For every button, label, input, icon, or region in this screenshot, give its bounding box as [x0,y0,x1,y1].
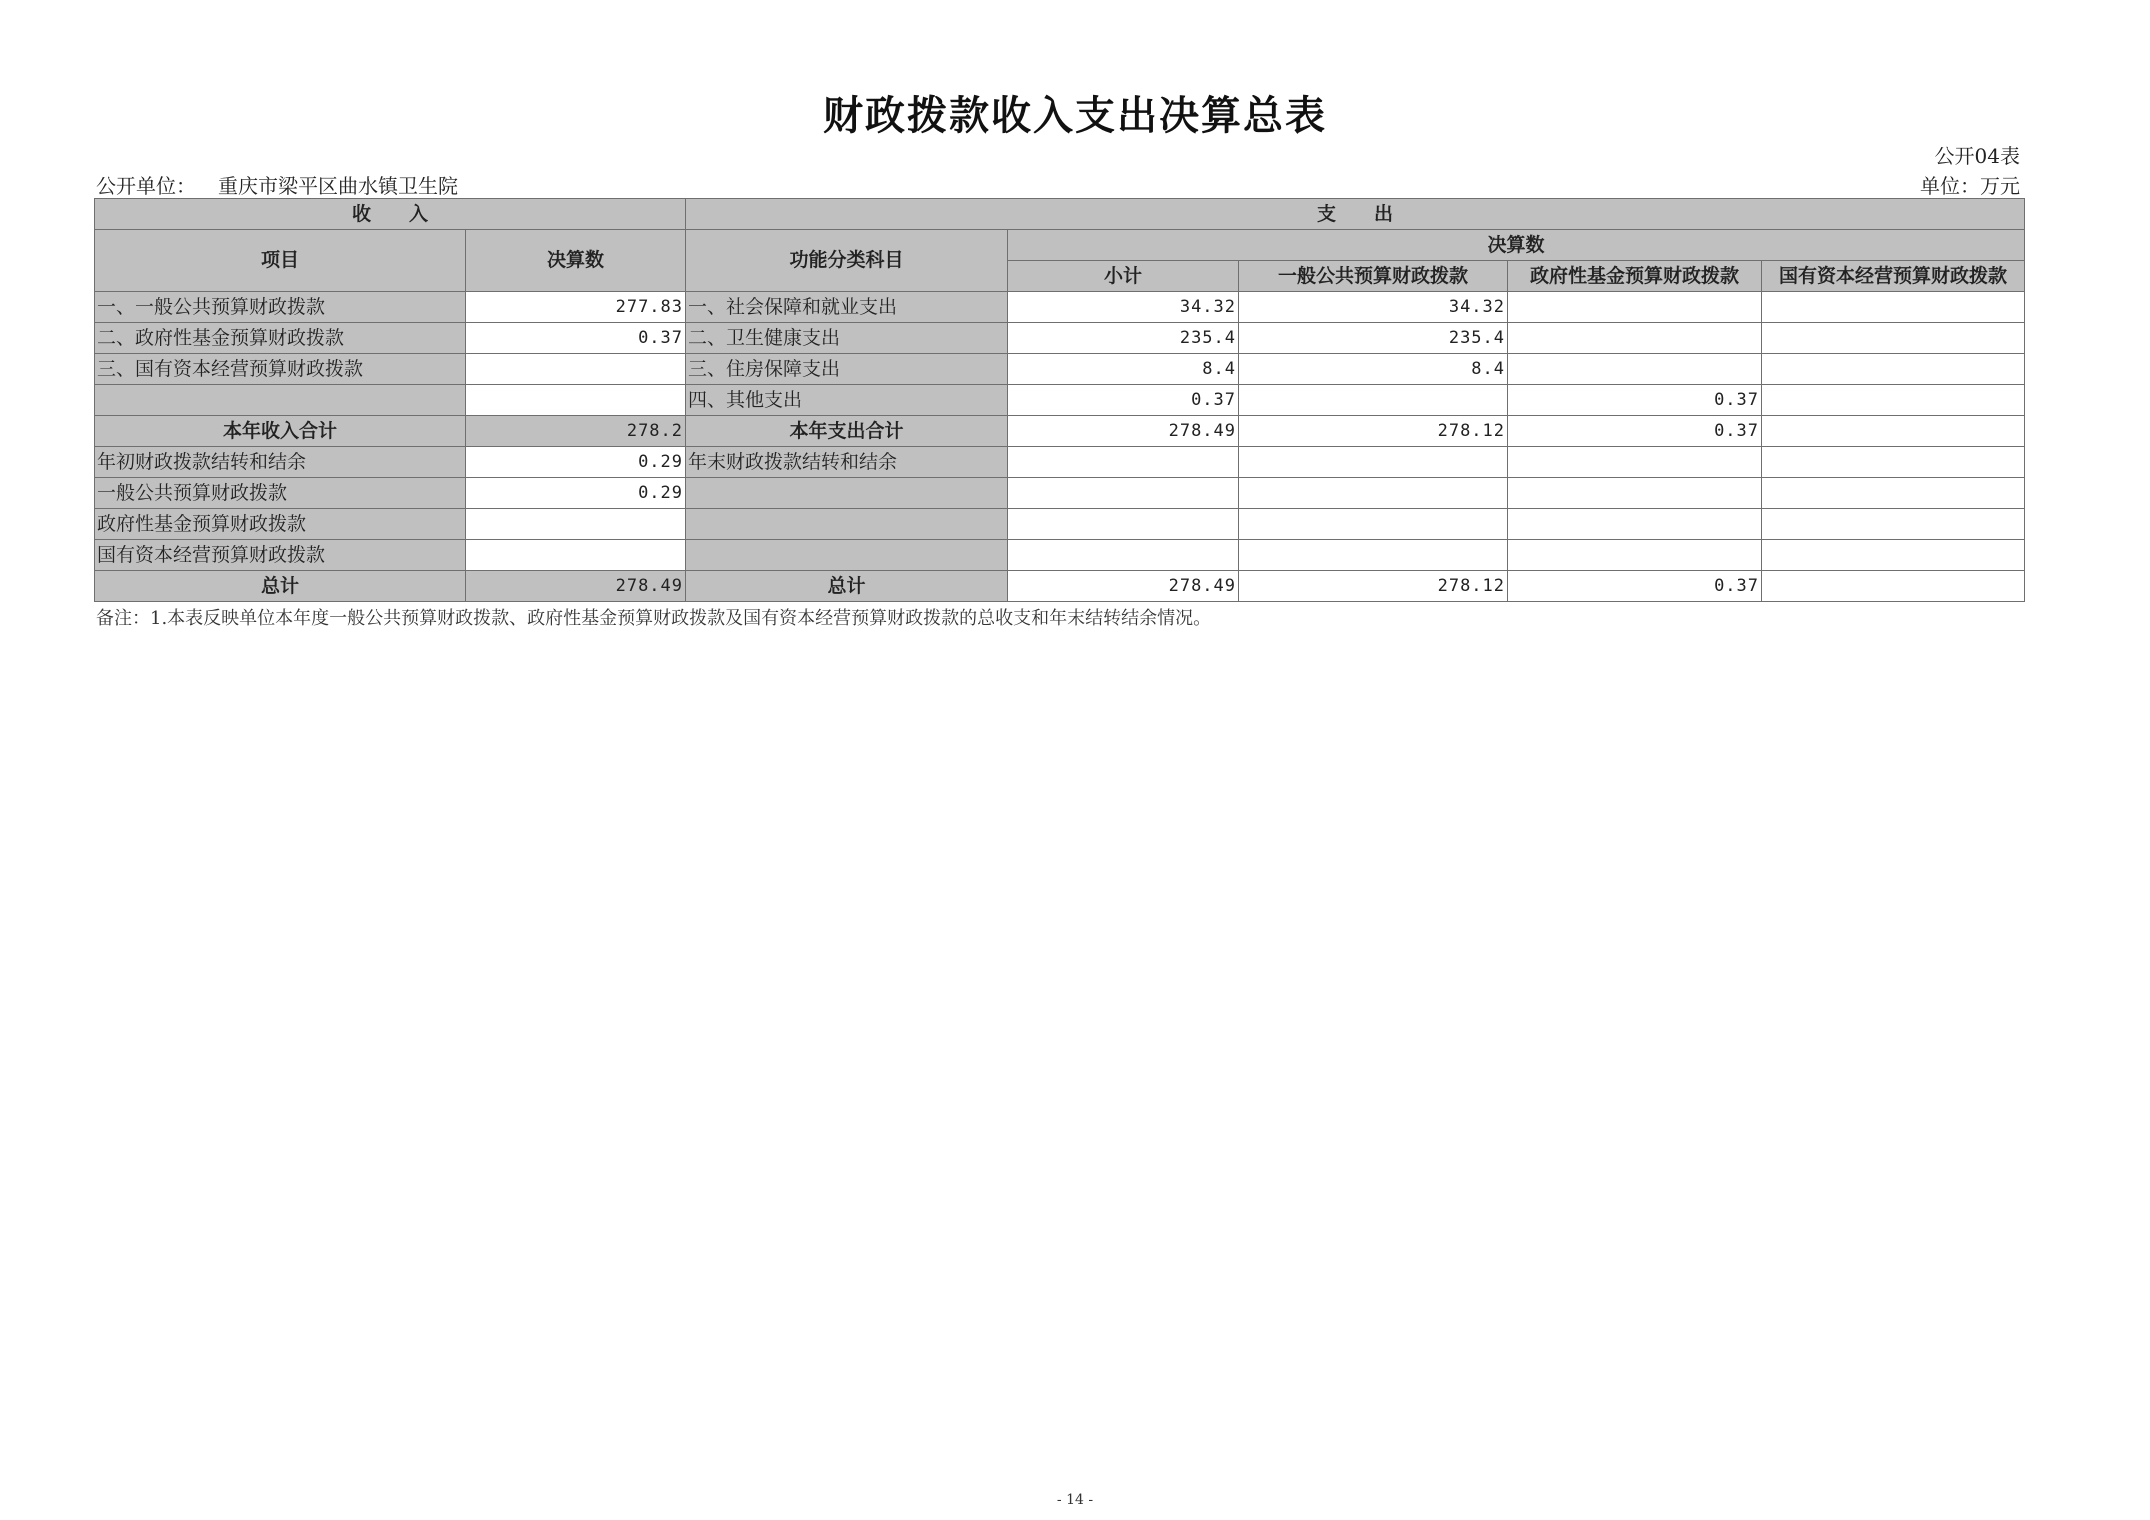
income-amount-cell: 0.29 [466,447,686,478]
income-amount-cell [466,354,686,385]
subtotal-cell [1008,509,1239,540]
footnote: 备注：1.本表反映单位本年度一般公共预算财政拨款、政府性基金预算财政拨款及国有资本经营预算财政拨款的总收支和年末结转结余情况。 [96,608,1212,629]
subtotal-cell [1008,447,1239,478]
income-amount-cell: 0.37 [466,323,686,354]
expense-item-cell [686,478,1008,509]
income-amount-cell: 0.29 [466,478,686,509]
income-item-cell: 总计 [95,571,466,602]
gov-fund-cell [1508,540,1762,571]
expense-item-cell: 年末财政拨款结转和结余 [686,447,1008,478]
income-amount-cell [466,385,686,416]
general-budget-cell [1239,447,1508,478]
form-number: 公开04表 [1934,144,2020,168]
income-amount-cell: 278.49 [466,571,686,602]
gov-fund-cell [1508,478,1762,509]
general-budget-cell: 235.4 [1239,323,1508,354]
function-class-header: 功能分类科目 [686,230,1008,292]
header-row-1 [95,199,2025,230]
subtotal-cell: 8.4 [1008,354,1239,385]
income-item-cell: 三、国有资本经营预算财政拨款 [95,354,466,385]
general-budget-cell [1239,540,1508,571]
gov-fund-cell: 0.37 [1508,416,1762,447]
income-item-cell [95,385,466,416]
table-row [95,509,2025,540]
subtotal-cell [1008,540,1239,571]
general-budget-cell [1239,385,1508,416]
income-item-cell: 二、政府性基金预算财政拨款 [95,323,466,354]
expense-item-cell: 本年支出合计 [686,416,1008,447]
table-row [95,447,2025,478]
table-row [95,323,2025,354]
subtotal-header: 小计 [1008,261,1239,292]
expense-item-cell: 四、其他支出 [686,385,1008,416]
state-capital-cell [1762,292,2025,323]
page-number: - 14 - [1056,1492,1094,1508]
reporting-unit-name: 重庆市梁平区曲水镇卫生院 [218,174,458,198]
subtotal-cell: 0.37 [1008,385,1239,416]
gov-fund-cell: 0.37 [1508,571,1762,602]
table-row [95,292,2025,323]
subtotal-cell: 278.49 [1008,571,1239,602]
state-capital-cell [1762,571,2025,602]
income-amount-cell [466,509,686,540]
gov-fund-cell [1508,447,1762,478]
general-budget-cell [1239,478,1508,509]
state-capital-cell [1762,478,2025,509]
state-capital-cell [1762,323,2025,354]
expense-item-cell [686,509,1008,540]
reporting-unit [96,170,458,199]
table-row [95,354,2025,385]
state-capital-cell [1762,509,2025,540]
income-item-cell: 年初财政拨款结转和结余 [95,447,466,478]
subtotal-cell: 235.4 [1008,323,1239,354]
general-budget-cell: 34.32 [1239,292,1508,323]
income-item-cell: 国有资本经营预算财政拨款 [95,540,466,571]
subtotal-cell [1008,478,1239,509]
income-item-cell: 政府性基金预算财政拨款 [95,509,466,540]
table-row [95,478,2025,509]
income-amount-header: 决算数 [466,230,686,292]
general-budget-cell: 278.12 [1239,571,1508,602]
expense-item-cell: 三、住房保障支出 [686,354,1008,385]
income-item-cell: 一般公共预算财政拨款 [95,478,466,509]
income-amount-cell [466,540,686,571]
expense-item-cell [686,540,1008,571]
gov-fund-cell [1508,509,1762,540]
income-item-cell: 一、一般公共预算财政拨款 [95,292,466,323]
table-row [95,385,2025,416]
appropriation-summary-table [94,198,2025,602]
income-amount-cell: 277.83 [466,292,686,323]
state-capital-cell [1762,540,2025,571]
general-budget-header: 一般公共预算财政拨款 [1239,261,1508,292]
general-budget-cell: 278.12 [1239,416,1508,447]
income-item-header: 项目 [95,230,466,292]
state-capital-cell [1762,447,2025,478]
table-row [95,540,2025,571]
general-budget-cell: 8.4 [1239,354,1508,385]
gov-fund-cell [1508,292,1762,323]
expense-item-cell: 一、社会保障和就业支出 [686,292,1008,323]
state-capital-header: 国有资本经营预算财政拨款 [1762,261,2025,292]
header-row-2 [95,230,2025,261]
table-row [95,416,2025,447]
currency-unit: 单位：万元 [1920,174,2020,198]
state-capital-cell [1762,385,2025,416]
expense-item-cell: 总计 [686,571,1008,602]
subtotal-cell: 34.32 [1008,292,1239,323]
table-row [95,571,2025,602]
income-amount-cell: 278.2 [466,416,686,447]
final-amount-header: 决算数 [1008,230,2025,261]
page-title: 财政拨款收入支出决算总表 [823,92,1327,139]
gov-fund-cell [1508,323,1762,354]
income-section-header: 收 入 [95,199,686,230]
state-capital-cell [1762,416,2025,447]
gov-fund-cell [1508,354,1762,385]
expense-section-header: 支 出 [686,199,2025,230]
subtotal-cell: 278.49 [1008,416,1239,447]
general-budget-cell [1239,509,1508,540]
reporting-unit-label: 公开单位： [96,174,196,198]
state-capital-cell [1762,354,2025,385]
gov-fund-cell: 0.37 [1508,385,1762,416]
expense-item-cell: 二、卫生健康支出 [686,323,1008,354]
income-item-cell: 本年收入合计 [95,416,466,447]
gov-fund-header: 政府性基金预算财政拨款 [1508,261,1762,292]
